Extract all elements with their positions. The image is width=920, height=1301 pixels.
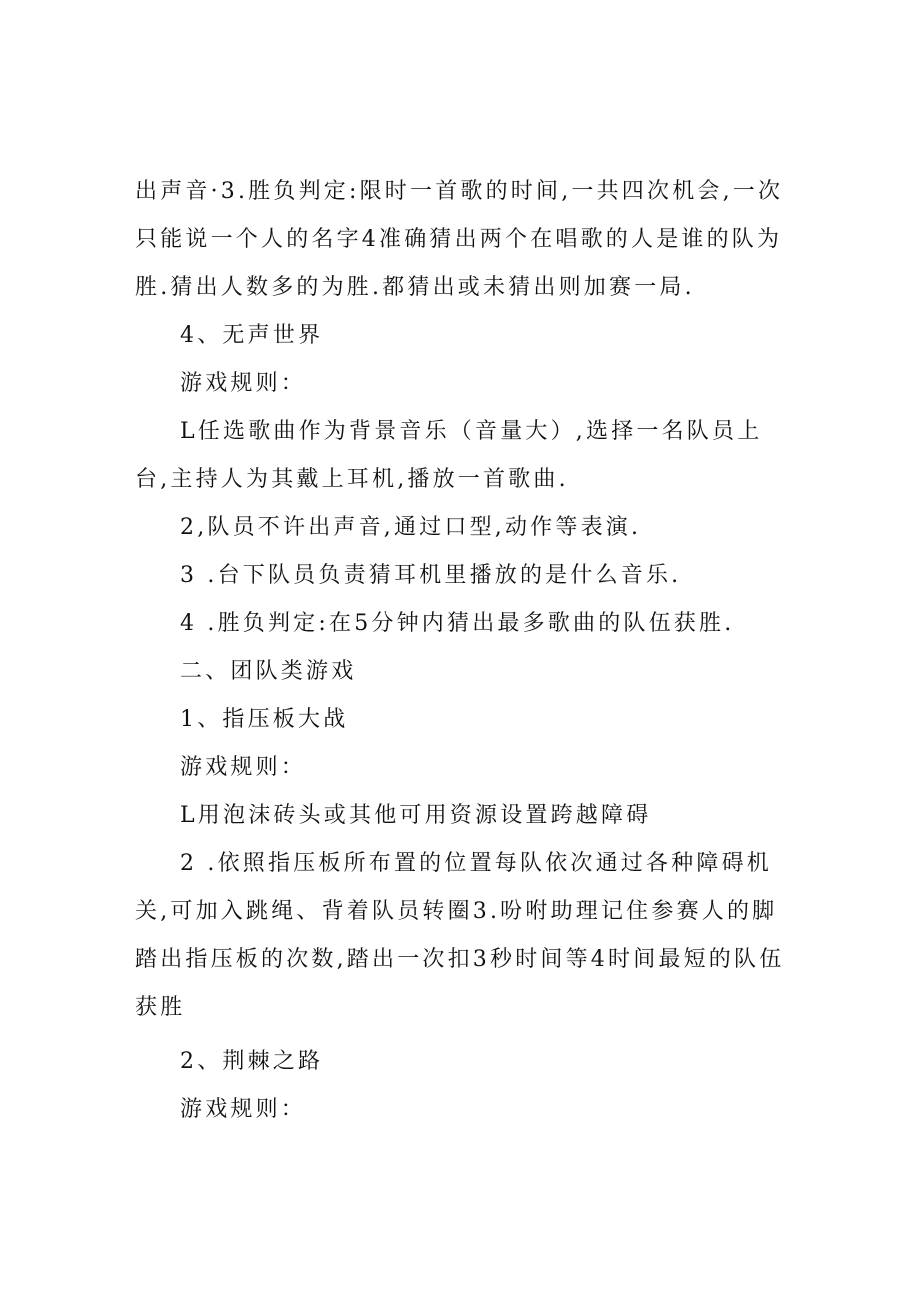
heading-thorny-road: 2、荆棘之路 [180,1049,324,1074]
rule-item-2: 2,队员不许出声音,通过口型,动作等表演. [180,515,642,540]
rule-item-4: 4 .胜负判定:在5分钟内猜出最多歌曲的队伍获胜. [180,611,735,636]
paragraph-rules-continued: 出声音·3.胜负判定:限时一首歌的时间,一共四次机会,一次只能说一个人的名字4准确猜出两个在唱歌的人是谁的队为胜.猜出人数多的为胜.都猜出或未猜出则加赛一局. [135,179,784,300]
rule-item-3: 3 .台下队员负责猜耳机里播放的是什么音乐. [180,563,682,588]
label-game-rules: 游戏规则： [180,1097,307,1122]
label-game-rules: 游戏规则： [180,371,307,396]
section-heading-team-games: 二、团队类游戏 [180,659,357,684]
rule-item-1: L用泡沫砖头或其他可用资源设置跨越障碍 [180,803,652,828]
heading-acupressure-board: 1、指压板大战 [180,707,349,732]
label-game-rules: 游戏规则： [180,755,307,780]
document-body [135,168,795,1134]
rule-item-1: L任选歌曲作为背景音乐（音量大）,选择一名队员上台,主持人为其戴上耳机,播放一首歌曲. [135,419,763,492]
heading-silent-world: 4、无声世界 [180,323,324,348]
rule-item-2: 2 .依照指压板所布置的位置每队依次通过各种障碍机关,可加入跳绳、背着队员转圈3.吩咐助理记住参赛人的脚踏出指压板的次数,踏出一次扣3秒时间等4时间最短的队伍获胜 [135,851,785,1020]
